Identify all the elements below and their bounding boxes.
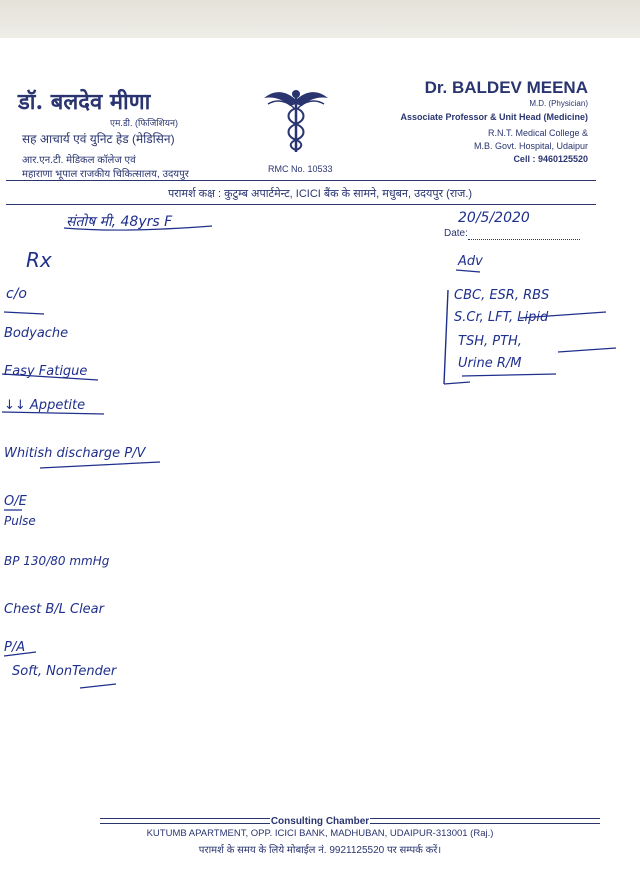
advice-investigation-1: CBC, ESR, RBS: [454, 288, 550, 303]
footer-contact-hindi: परामर्श के समय के लिये मोबाईल नं. 9921125520 पर सम्पर्क करें।: [198, 845, 442, 856]
note-abdomen: Soft, NonTender: [12, 664, 117, 679]
doctor-title-hindi: सह आचार्य एवं युनिट हेड (मेडिसिन): [22, 132, 175, 146]
note-oe: O/E: [4, 494, 27, 509]
chamber-address-hindi: परामर्श कक्ष : कुटुम्ब अपार्टमेन्ट, ICICI बैंक के सामने, मधुबन, उदयपुर (राज.): [167, 188, 473, 200]
doctor-name-english: Dr. BALDEV MEENA: [424, 78, 588, 97]
note-bodyache: Bodyache: [4, 326, 69, 341]
date-label: Date:: [444, 228, 468, 239]
advice-investigation-4: Urine R/M: [458, 356, 522, 371]
footer-label: Consulting Chamber: [270, 816, 370, 827]
note-pa: P/A: [4, 640, 26, 655]
date-value: 20/5/2020: [458, 210, 530, 226]
note-complaint-heading: c/o: [6, 286, 27, 302]
note-bp: BP 130/80 mmHg: [4, 554, 110, 568]
doctor-title-english: Associate Professor & Unit Head (Medicine): [400, 112, 588, 122]
doctor-degree-hindi: एम.डी. (फिजिशियन): [110, 118, 178, 128]
rx-symbol: Rx: [26, 248, 52, 272]
note-chest: Chest B/L Clear: [4, 602, 104, 617]
institution-english-line1: R.N.T. Medical College &: [487, 128, 588, 138]
doctor-degree-english: M.D. (Physician): [529, 99, 588, 108]
institution-hindi-line2: महाराणा भूपाल राजकीय चिकित्सालय, उदयपुर: [22, 169, 189, 180]
advice-investigation-2: S.Cr, LFT, Lipid: [454, 310, 549, 325]
note-pulse: Pulse: [4, 514, 36, 528]
institution-english-line2: M.B. Govt. Hospital, Udaipur: [473, 141, 588, 151]
advice-heading: Adv: [458, 254, 483, 269]
footer-address: KUTUMB APARTMENT, OPP. ICICI BANK, MADHUBAN, UDAIPUR-313001 (Raj.): [146, 828, 494, 839]
rmc-number: RMC No. 10533: [268, 164, 333, 174]
note-easy-fatigue: Easy Fatigue: [4, 364, 88, 379]
patient-name-age: संतोष मी, 48yrs F: [66, 214, 173, 230]
advice-investigation-3: TSH, PTH,: [458, 334, 522, 349]
doctor-name-hindi: डॉ. बलदेव मीणा: [18, 89, 151, 115]
institution-hindi-line1: आर.एन.टी. मेडिकल कॉलेज एवं: [22, 155, 136, 166]
note-discharge: Whitish discharge P/V: [4, 446, 146, 461]
doctor-cell: Cell : 9460125520: [513, 154, 588, 164]
note-appetite: ↓↓ Appetite: [4, 398, 86, 413]
